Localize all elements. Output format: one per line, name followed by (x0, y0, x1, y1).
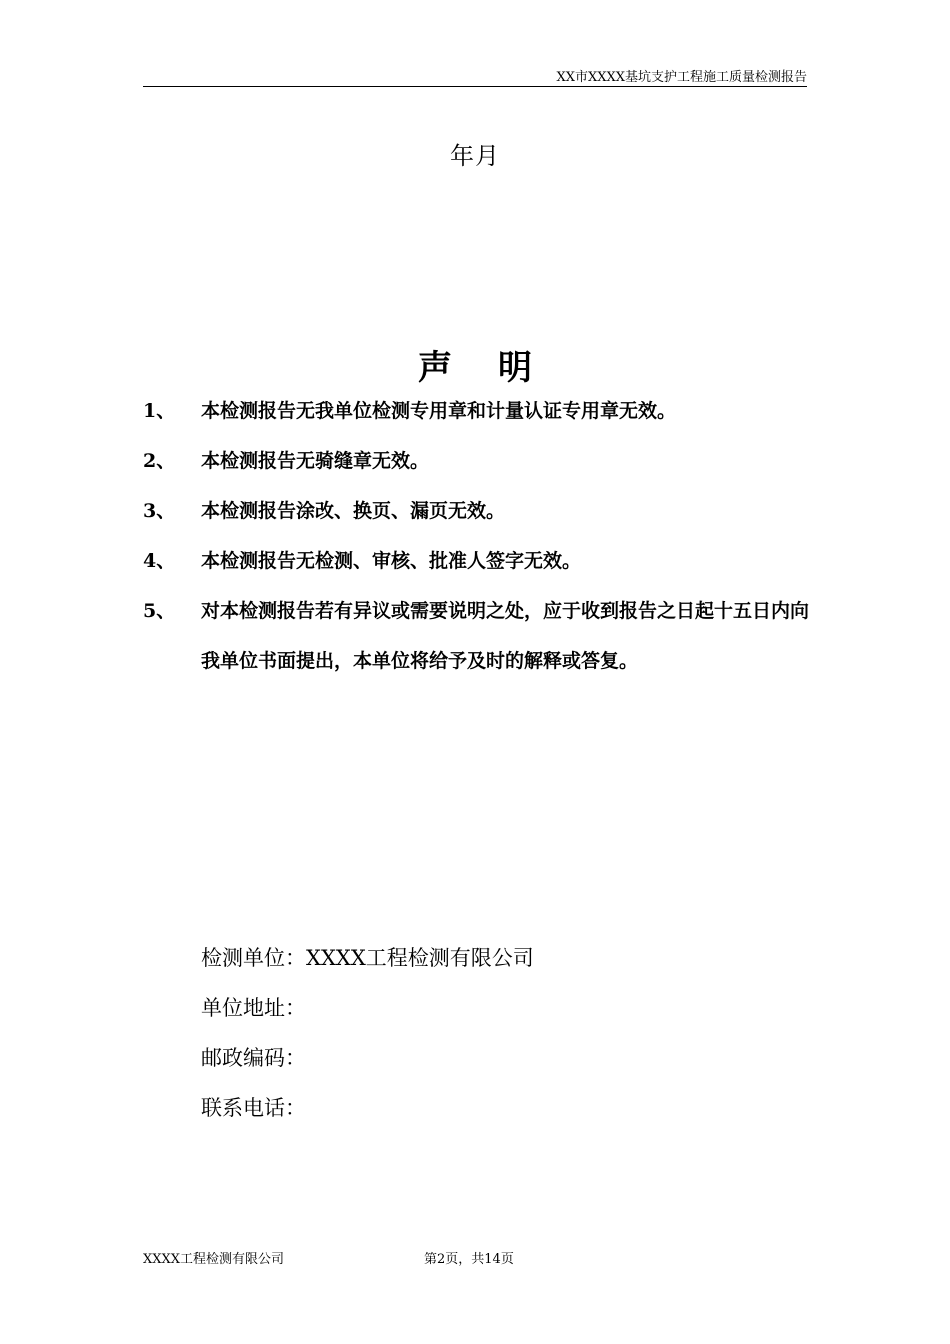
declaration-title: 声明 (418, 348, 578, 388)
header-rule (143, 86, 807, 87)
declaration-item (143, 398, 823, 424)
contact-block (201, 944, 534, 1144)
declaration-list (143, 398, 823, 710)
declaration-item-number: 3、 (143, 500, 176, 522)
declaration-item (143, 448, 823, 474)
postal-code: 邮政编码： (201, 1046, 306, 1070)
declaration-item-text: 本检测报告无我单位检测专用章和计量认证专用章无效。 (201, 400, 677, 422)
page-number: 第2页，共14页 (424, 1252, 514, 1267)
declaration-item-number: 1、 (143, 400, 176, 422)
footer-company: XXXX工程检测有限公司 (143, 1252, 285, 1267)
contact-phone: 联系电话： (201, 1096, 306, 1120)
declaration-item-text: 对本检测报告若有异议或需要说明之处，应于收到报告之日起十五日内向我单位书面提出，本单位将给予及时的解释或答复。 (201, 600, 810, 672)
date-line: 年月 (450, 142, 500, 170)
declaration-item-text: 本检测报告无骑缝章无效。 (201, 450, 430, 472)
declaration-item-number: 5、 (143, 600, 176, 622)
testing-unit: 检测单位：XXXX工程检测有限公司 (201, 946, 534, 970)
unit-address: 单位地址： (201, 996, 306, 1020)
declaration-item-text: 本检测报告无检测、审核、批准人签字无效。 (201, 550, 582, 572)
declaration-item-text: 本检测报告涂改、换页、漏页无效。 (201, 500, 506, 522)
declaration-item (143, 548, 823, 574)
declaration-item-number: 4、 (143, 550, 176, 572)
declaration-item-number: 2、 (143, 450, 176, 472)
declaration-item (143, 498, 823, 524)
declaration-item (143, 598, 823, 686)
running-header: XX市XXXX基坑支护工程施工质量检测报告 (556, 70, 807, 85)
